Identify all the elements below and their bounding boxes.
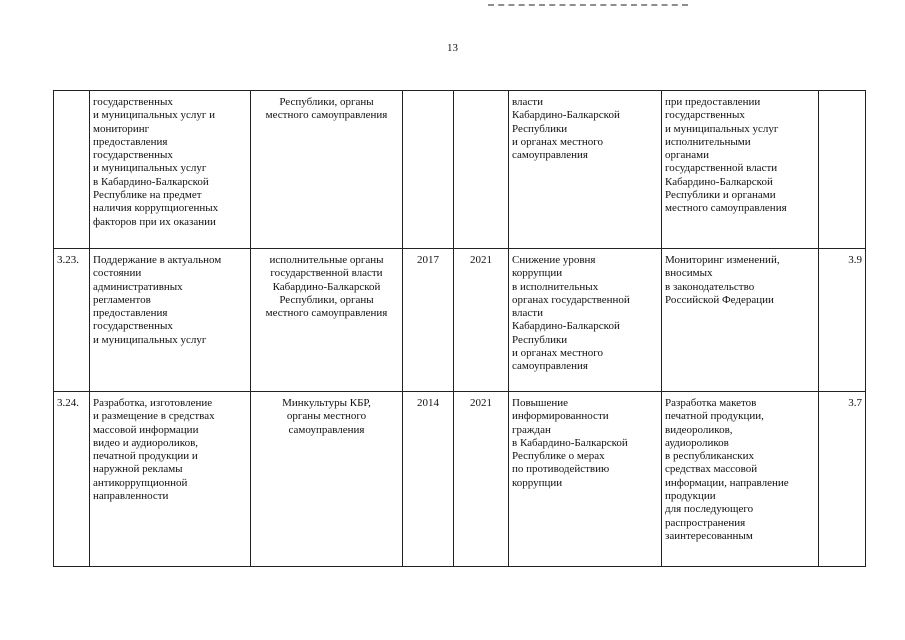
cell-executor: исполнительные органы государственной власти Кабардино-Балкарской Республики, органы местного самоуправления: [251, 249, 403, 392]
cell-number: 3.24.: [54, 392, 90, 567]
scan-header-mark: [488, 0, 688, 6]
cell-result: власти Кабардино-Балкарской Республики и органах местного самоуправления: [509, 91, 662, 249]
cell-start-year: [403, 91, 454, 249]
cell-start-year: 2014: [403, 392, 454, 567]
cell-result: Снижение уровня коррупции в исполнительных органах государственной власти Кабардино-Балкарской Республики и органах местного самоуправления: [509, 249, 662, 392]
table-row: [54, 91, 866, 249]
cell-indicator: Мониторинг изменений, вносимых в законодательство Российской Федерации: [662, 249, 819, 392]
cell-action: Поддержание в актуальном состоянии административных регламентов предоставления государственных и муниципальных услуг: [90, 249, 251, 392]
cell-start-year: 2017: [403, 249, 454, 392]
table-row: [54, 392, 866, 567]
page-number: 13: [447, 42, 458, 54]
cell-indicator: при предоставлении государственных и муниципальных услуг исполнительными органами государственной власти Кабардино-Балкарской Республики и органами местного самоуправления: [662, 91, 819, 249]
cell-indicator: Разработка макетов печатной продукции, видеороликов, аудиороликов в республиканских средствах массовой информации, направление продукции для последующего распространения заинтересованным: [662, 392, 819, 567]
measures-table: [53, 90, 866, 567]
cell-link: 3.7: [819, 392, 866, 567]
table-row: [54, 249, 866, 392]
cell-end-year: 2021: [454, 392, 509, 567]
cell-link: [819, 91, 866, 249]
cell-end-year: [454, 91, 509, 249]
cell-executor: Республики, органы местного самоуправления: [251, 91, 403, 249]
cell-result: Повышение информированности граждан в Кабардино-Балкарской Республике о мерах по противодействию коррупции: [509, 392, 662, 567]
cell-end-year: 2021: [454, 249, 509, 392]
cell-action: Разработка, изготовление и размещение в средствах массовой информации видео и аудиороликов, печатной продукции и наружной рекламы антикоррупционной направленности: [90, 392, 251, 567]
cell-number: [54, 91, 90, 249]
cell-link: 3.9: [819, 249, 866, 392]
cell-number: 3.23.: [54, 249, 90, 392]
cell-action: государственных и муниципальных услуг и мониторинг предоставления государственных и муниципальных услуг в Кабардино-Балкарской Республике на предмет наличия коррупциогенных факторов при их оказании: [90, 91, 251, 249]
cell-executor: Минкультуры КБР, органы местного самоуправления: [251, 392, 403, 567]
